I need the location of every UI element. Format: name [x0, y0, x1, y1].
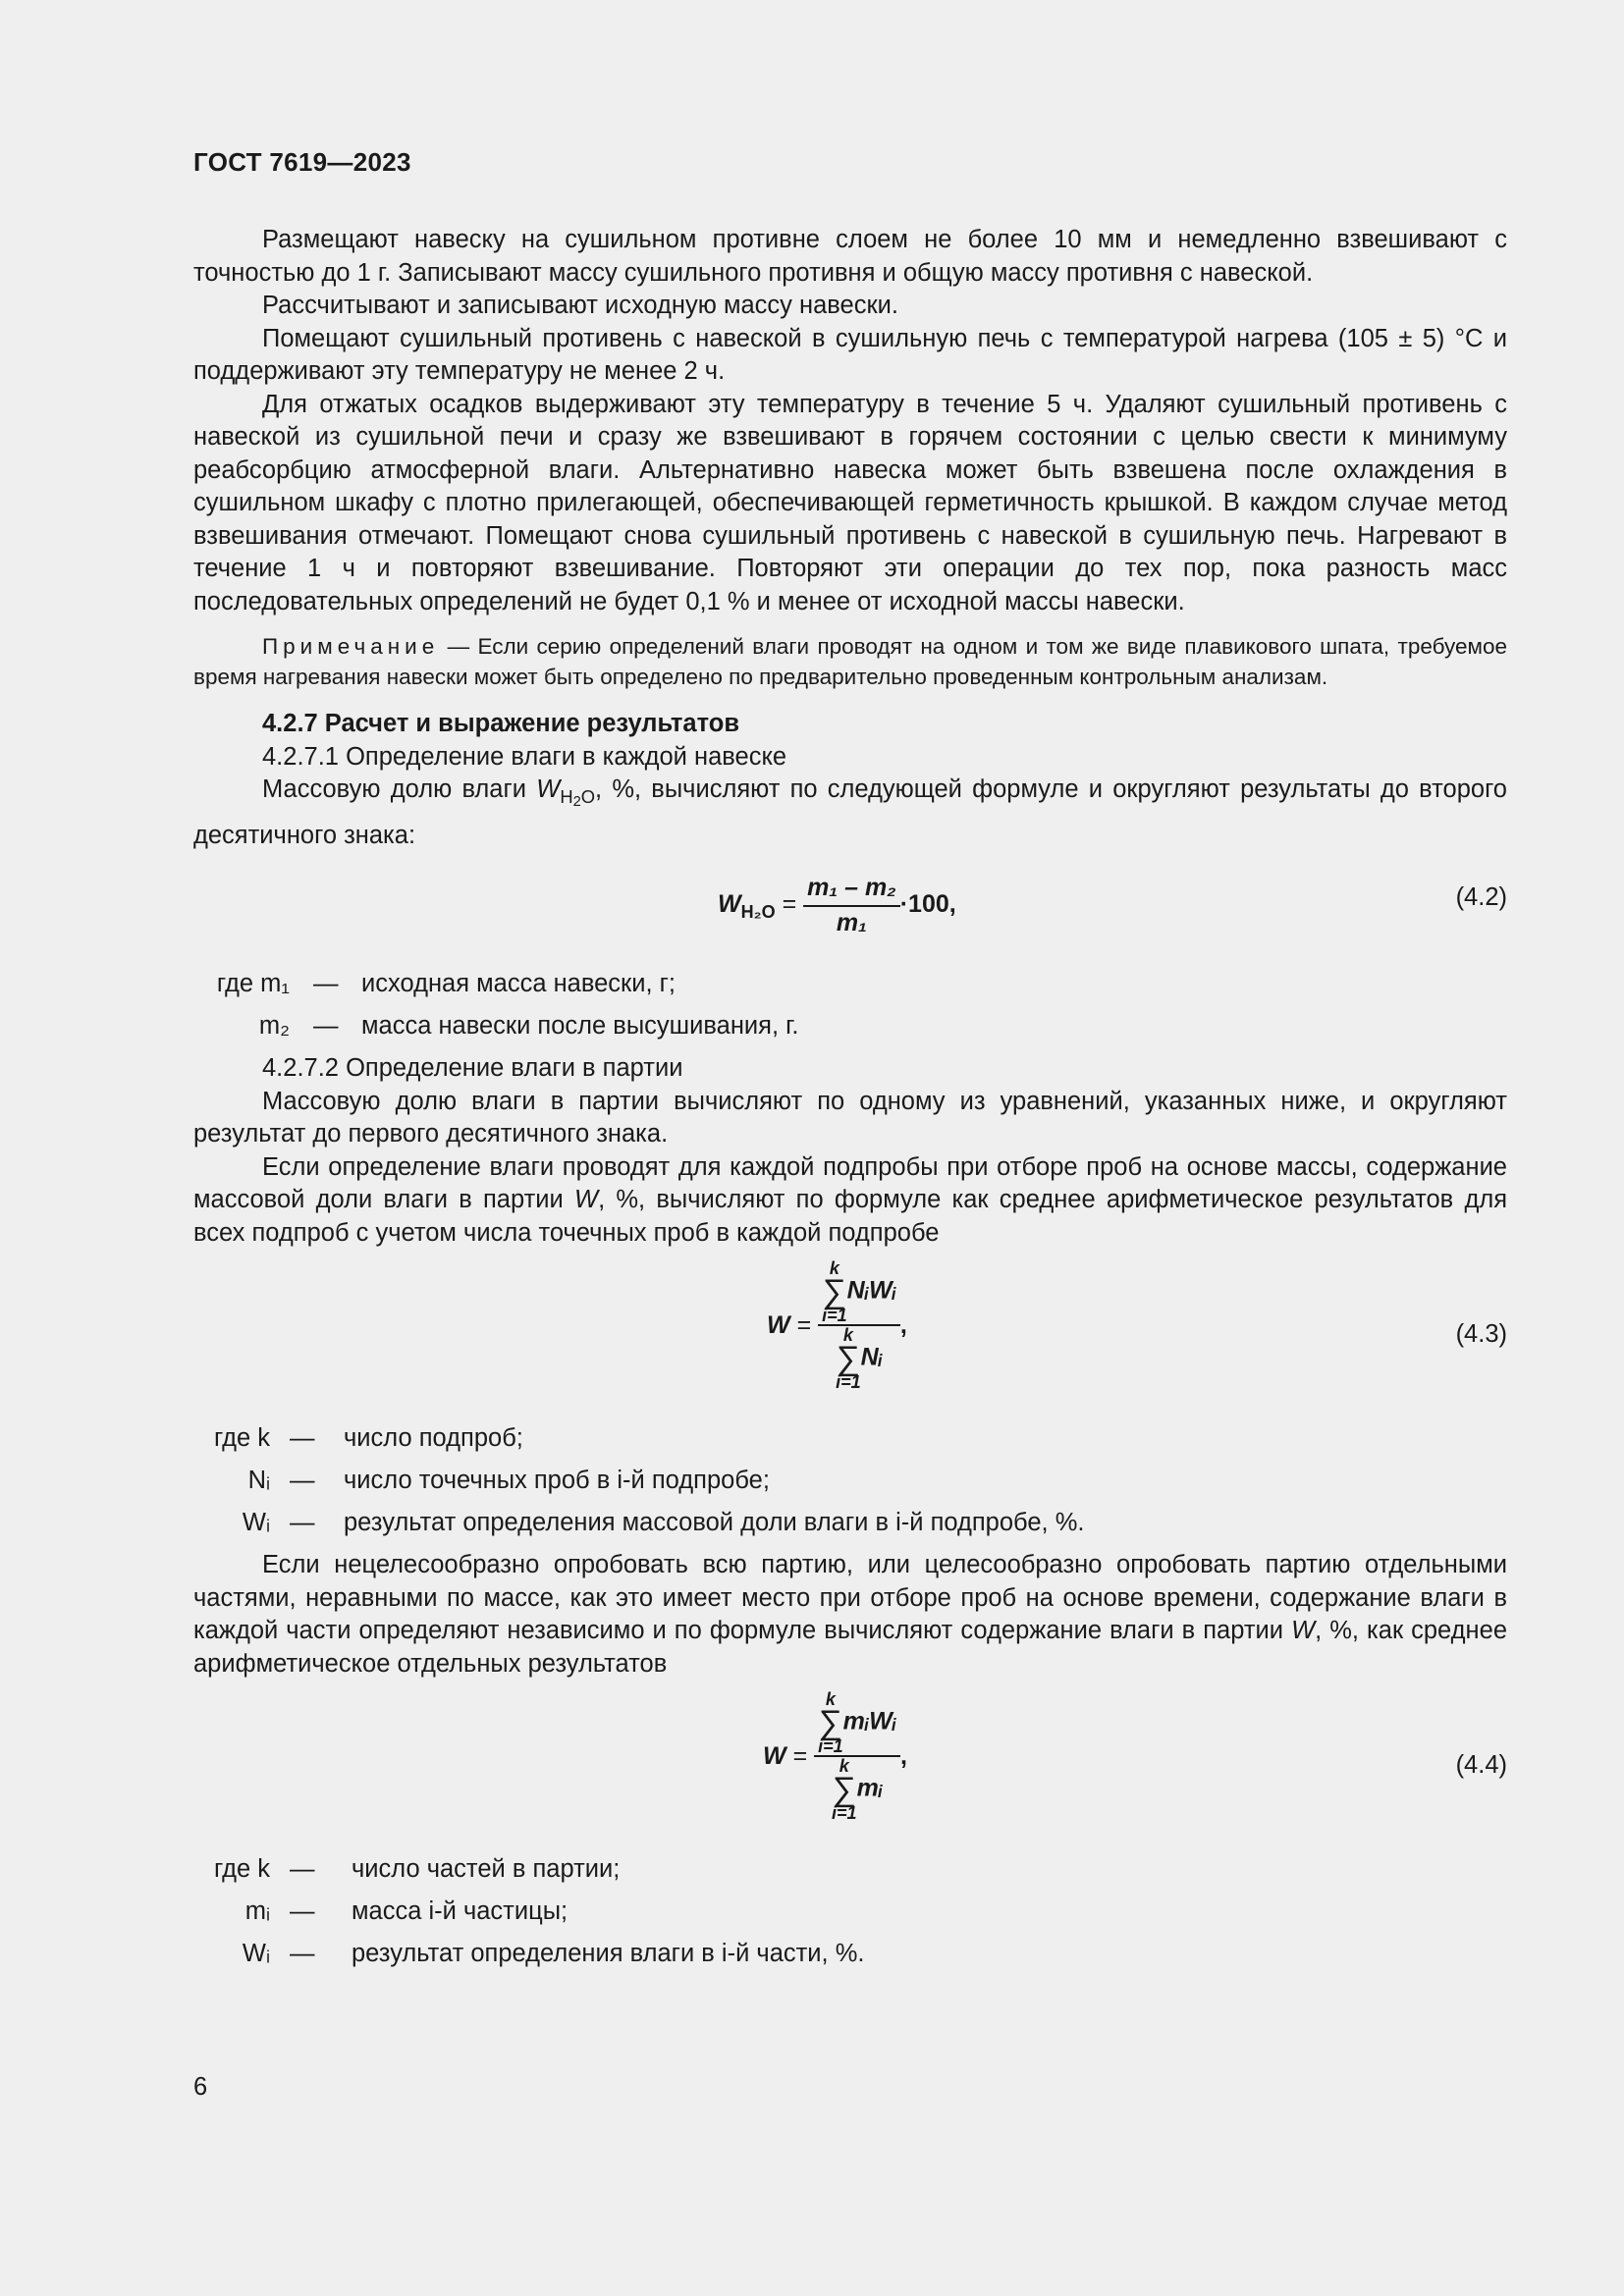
note-label: Примечание	[262, 634, 440, 659]
where-item: Nᵢ — число точечных проб в i-й подпробе;	[247, 1467, 770, 1494]
formula-number: (4.4)	[1455, 1751, 1507, 1779]
where-item: где m₁ — исходная масса навески, г;	[216, 970, 677, 997]
paragraph-partial-batch: Если нецелесообразно опробовать всю партию, или целесообразно опробовать партию отдельными частями, неравными по массе, как это имеет место при отборе проб на основе времени, содержание влаги в каждой части определяют независимо и по формуле вычисляют содержание влаги в партии W, %, как среднее арифметическое отдельных результатов	[193, 1551, 1508, 1678]
section-heading-4-2-7: 4.2.7 Расчет и выражение результатов	[262, 710, 739, 737]
where-item: Wᵢ — результат определения массовой доли влаги в i-й подпробе, %.	[242, 1509, 1085, 1536]
where-list-4-4	[193, 1853, 1507, 1980]
formula-lhs: W	[718, 890, 741, 919]
paragraph-moisture-formula-intro: Массовую долю влаги $W_{H_2O}$, %, вычисляют по следующей формуле и округляют результаты до второго десятичного знака:	[193, 775, 1507, 849]
where-item: Wᵢ — результат определения влаги в i-й части, %.	[242, 1940, 865, 1967]
formula-number: (4.2)	[1455, 883, 1507, 911]
where-item: m₂ — масса навески после высушивания, г.	[258, 1012, 799, 1040]
paragraph-batch-moisture: Массовую долю влаги в партии вычисляют по одному из уравнений, указанных ниже, и округляют результат до первого десятичного знака.	[193, 1087, 1507, 1148]
formula-number: (4.3)	[1455, 1320, 1507, 1348]
formula-4-4: W = k ∑ i=1 mᵢWᵢ k ∑ i=1 mᵢ , (4.4)	[763, 1689, 1507, 1823]
formula-fraction: k ∑ i=1 NᵢWᵢ k ∑ i=1 Nᵢ	[818, 1259, 900, 1391]
paragraph-subsample-method: Если определение влаги проводят для каждой подпробы при отборе проб на основе массы, содержание массовой доли влаги в партии W, %, вычисляют по формуле как среднее арифметическое результатов для всех подпроб с учетом числа точечных проб в каждой подпробе	[193, 1152, 1508, 1247]
formula-fraction: k ∑ i=1 mᵢWᵢ k ∑ i=1 mᵢ	[814, 1690, 900, 1822]
paragraph-1: Размещают навеску на сушильном противне слоем не более 10 мм и немедленно взвешивают с точностью до 1 г. Записывают массу сушильного противня и общую массу противня с навеской.	[193, 226, 1507, 287]
where-item: mᵢ — масса i-й частицы;	[244, 1897, 568, 1925]
paragraph-3: Помещают сушильный противень с навеской в сушильную печь с температурой нагрева (105 ± 5) °С и поддерживают эту температуру не менее 2 ч.	[193, 324, 1507, 385]
subsection-4-2-7-2: 4.2.7.2 Определение влаги в партии	[262, 1054, 683, 1082]
where-item: где k — число частей в партии;	[213, 1855, 621, 1883]
document-body	[193, 224, 1507, 1980]
formula-fraction: $\frac{\text{m₁ – m₂}}{\text{m₁}}$	[803, 872, 900, 939]
document-header: ГОСТ 7619—2023	[193, 147, 411, 177]
paragraph-2: Рассчитывают и записывают исходную массу навески.	[262, 292, 898, 319]
note	[193, 632, 1507, 692]
page-number: 6	[193, 2073, 208, 2101]
paragraph-4: Для отжатых осадков выдерживают эту температуру в течение 5 ч. Удаляют сушильный противень с навеской из сушильной печи и сразу же взвешивают в горячем состоянии с целью свести к минимуму реабсорбцию атмосферной влаги. Альтернативно навеска может быть взвешена после охлаждения в сушильном шкафу с плотно прилегающей, обеспечивающей герметичность крышкой. В каждом случае метод взвешивания отмечают. Помещают снова сушильный противень с навеской в сушильную печь. Нагревают в течение 1 ч и повторяют взвешивание. Повторяют эти операции до тех пор, пока разность масс последовательных определений не будет 0,1 % и менее от исходной массы навески.	[193, 390, 1507, 615]
subsection-4-2-7-1: 4.2.7.1 Определение влаги в каждой навеске	[262, 742, 787, 771]
where-list-4-2	[193, 968, 1507, 1052]
formula-4-2: $W_{H_2O}$ = $\frac{\text{m₁ – m₂}}{\text{m₁}}$ ·100, (4.2)	[193, 852, 1507, 968]
note-text: — Если серию определений влаги проводят на одном и том же виде плавикового шпата, требуемое время нагревания навески может быть определено по предварительно проведенным контрольным анализам.	[193, 634, 1507, 689]
where-item: где k — число подпроб;	[213, 1424, 523, 1452]
where-list-4-3	[193, 1422, 1507, 1549]
formula-4-3: W = k ∑ i=1 NᵢWᵢ k ∑ i=1 Nᵢ , (4.3)	[767, 1258, 1507, 1392]
